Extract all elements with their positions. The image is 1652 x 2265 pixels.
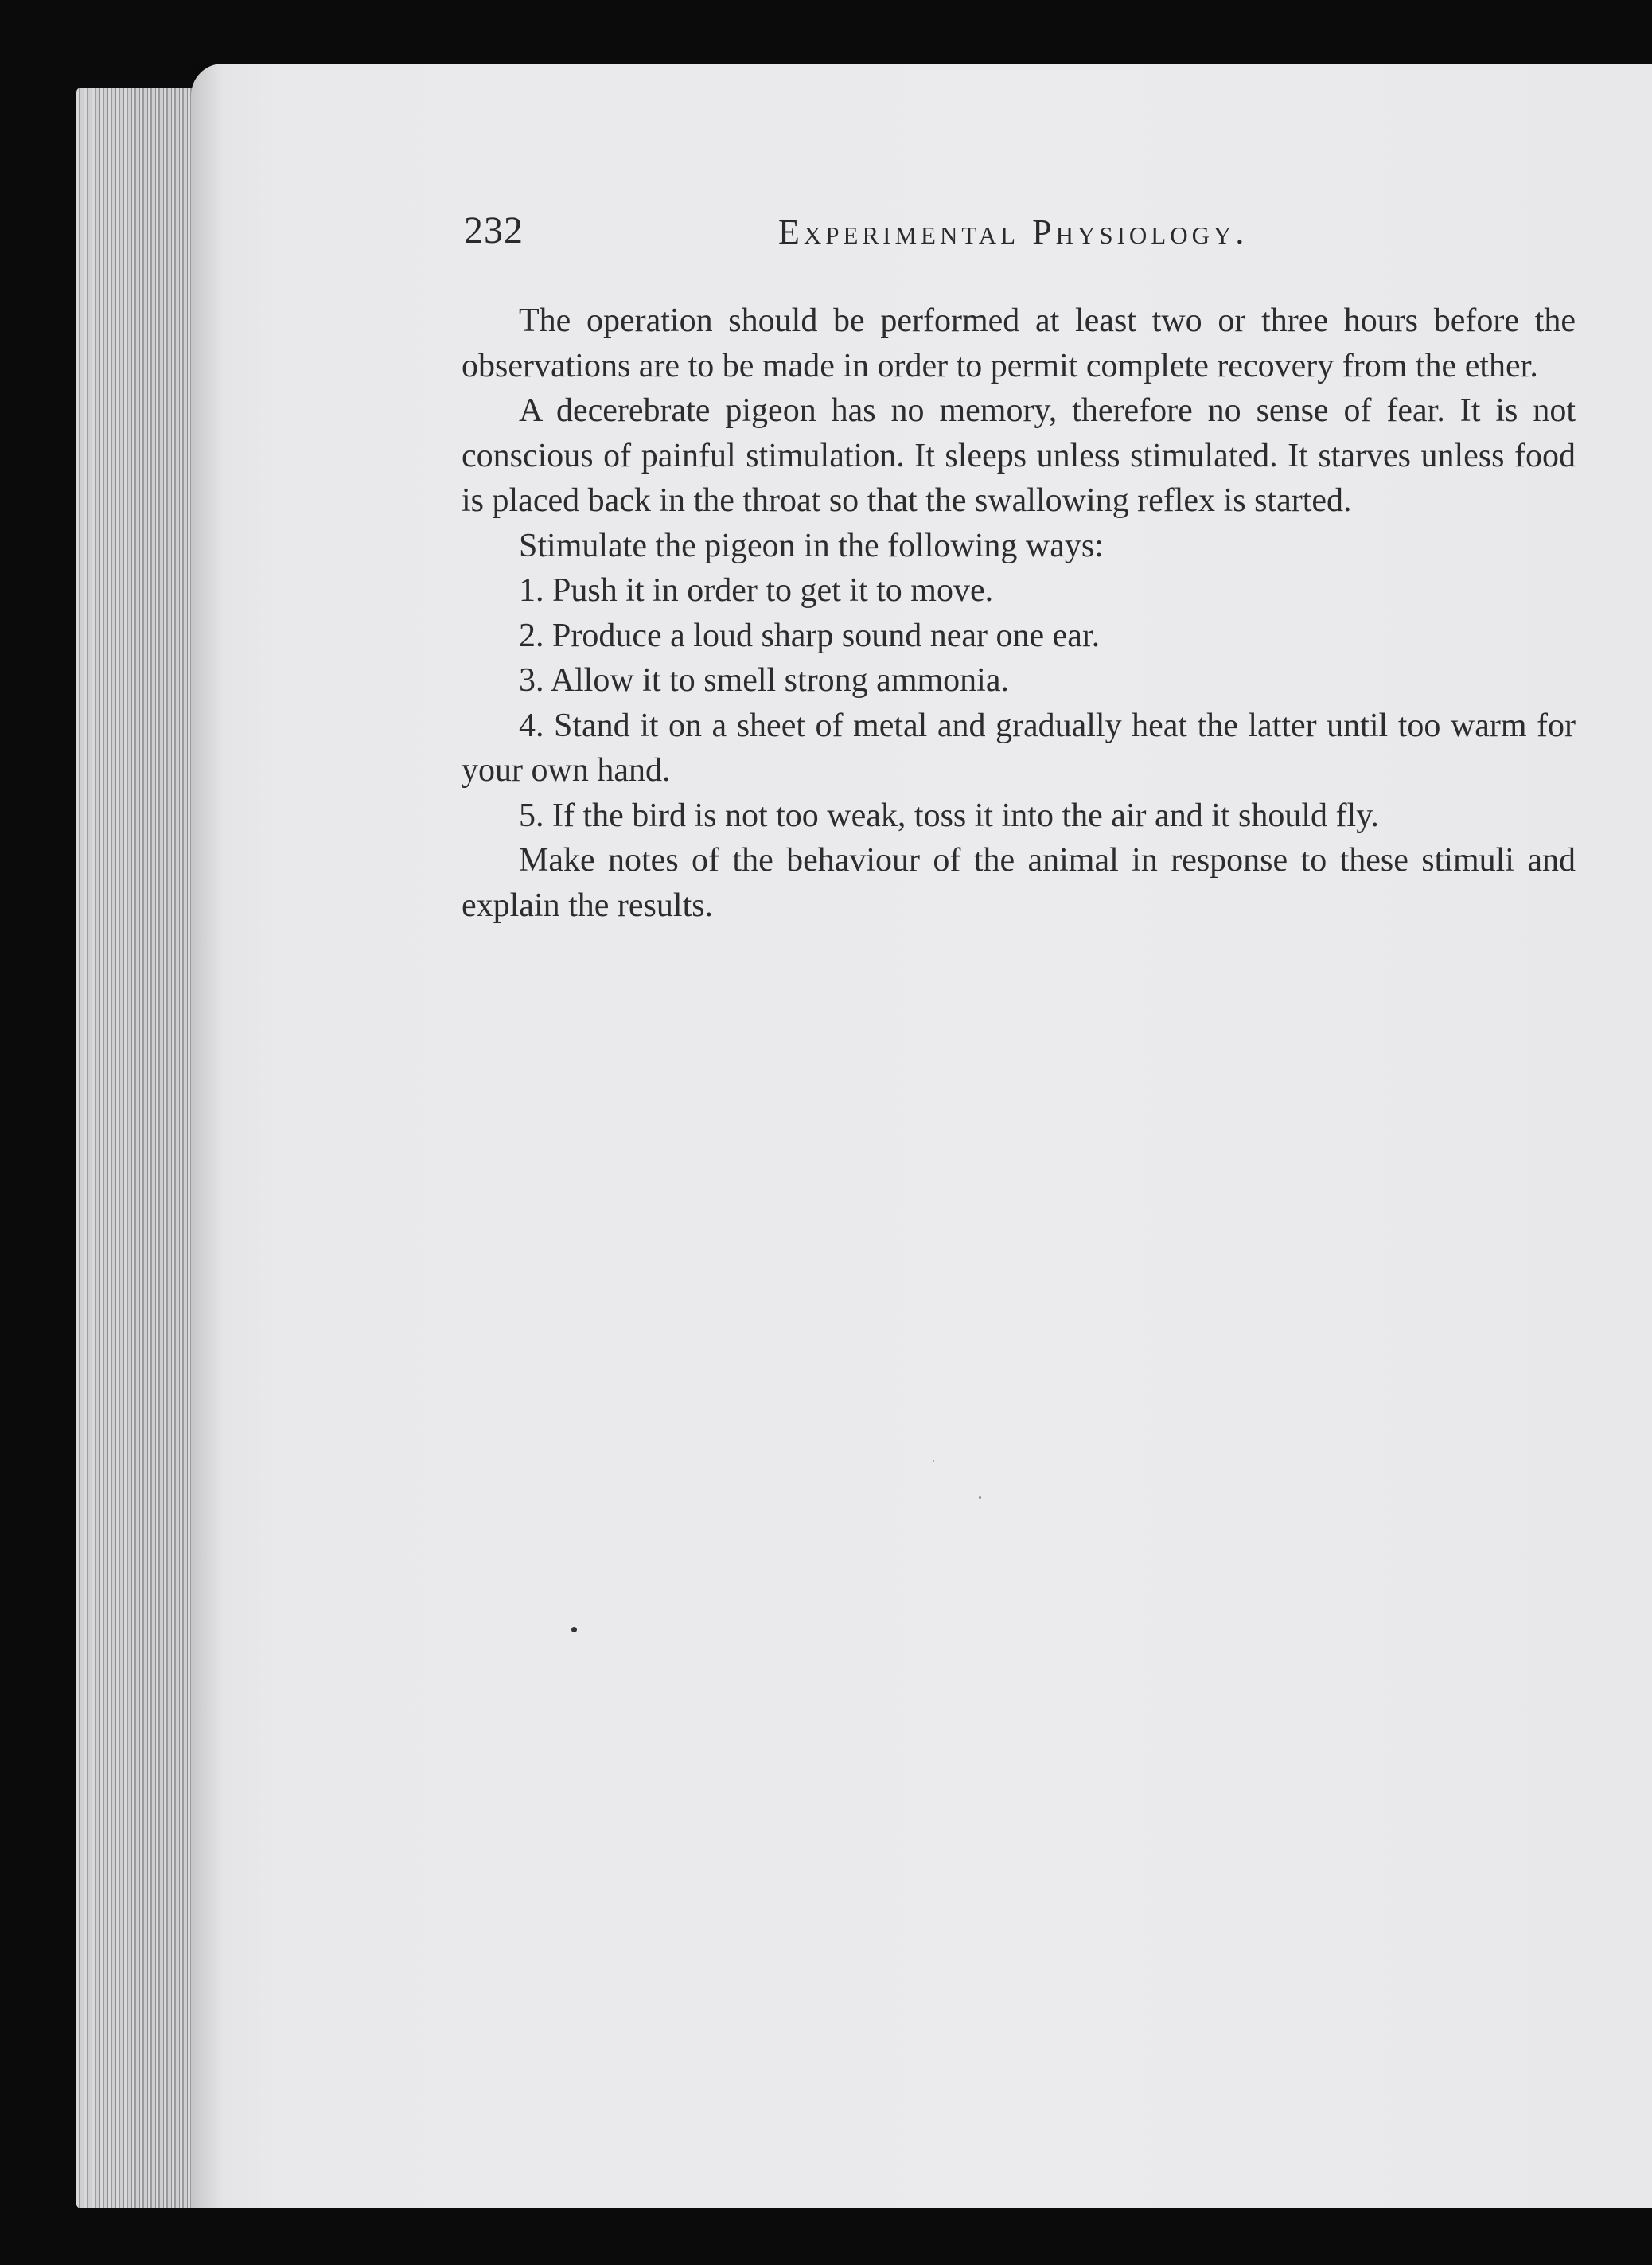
dust-speck bbox=[571, 1627, 577, 1632]
page-number: 232 bbox=[464, 209, 524, 251]
paragraph-operation-timing: The operation should be performed at least two or three hours before the observations are to be made in order to permit complete recovery from the ether. bbox=[462, 302, 1576, 384]
body-text bbox=[462, 298, 1576, 928]
paragraph-stimulate-intro: Stimulate the pigeon in the following ways: bbox=[519, 527, 1104, 564]
step-ammonia: 3. Allow it to smell strong ammonia. bbox=[519, 662, 1009, 699]
step-toss-in-air: 5. If the bird is not too weak, toss it into the air and it should fly. bbox=[519, 797, 1379, 834]
running-title: Experimental Physiology. bbox=[778, 212, 1249, 251]
step-push: 1. Push it in order to get it to move. bbox=[519, 572, 994, 609]
step-loud-sound: 2. Produce a loud sharp sound near one ear. bbox=[519, 617, 1101, 654]
dust-speck bbox=[979, 1496, 981, 1499]
step-heat-metal: 4. Stand it on a sheet of metal and gradually heat the latter until too warm for your own hand. bbox=[462, 707, 1576, 789]
dust-speck bbox=[933, 1460, 934, 1462]
binding-shadow bbox=[191, 64, 223, 2208]
page-header bbox=[464, 209, 1574, 264]
paragraph-closing: Make notes of the behaviour of the animal in response to these stimuli and explain the results. bbox=[462, 842, 1576, 924]
paragraph-decerebrate-pigeon: A decerebrate pigeon has no memory, therefore no sense of fear. It is not conscious of painful stimulation. It sleeps unless stimulated. It starves unless food is placed back in the throat so that the swallowing reflex is started. bbox=[462, 392, 1576, 519]
